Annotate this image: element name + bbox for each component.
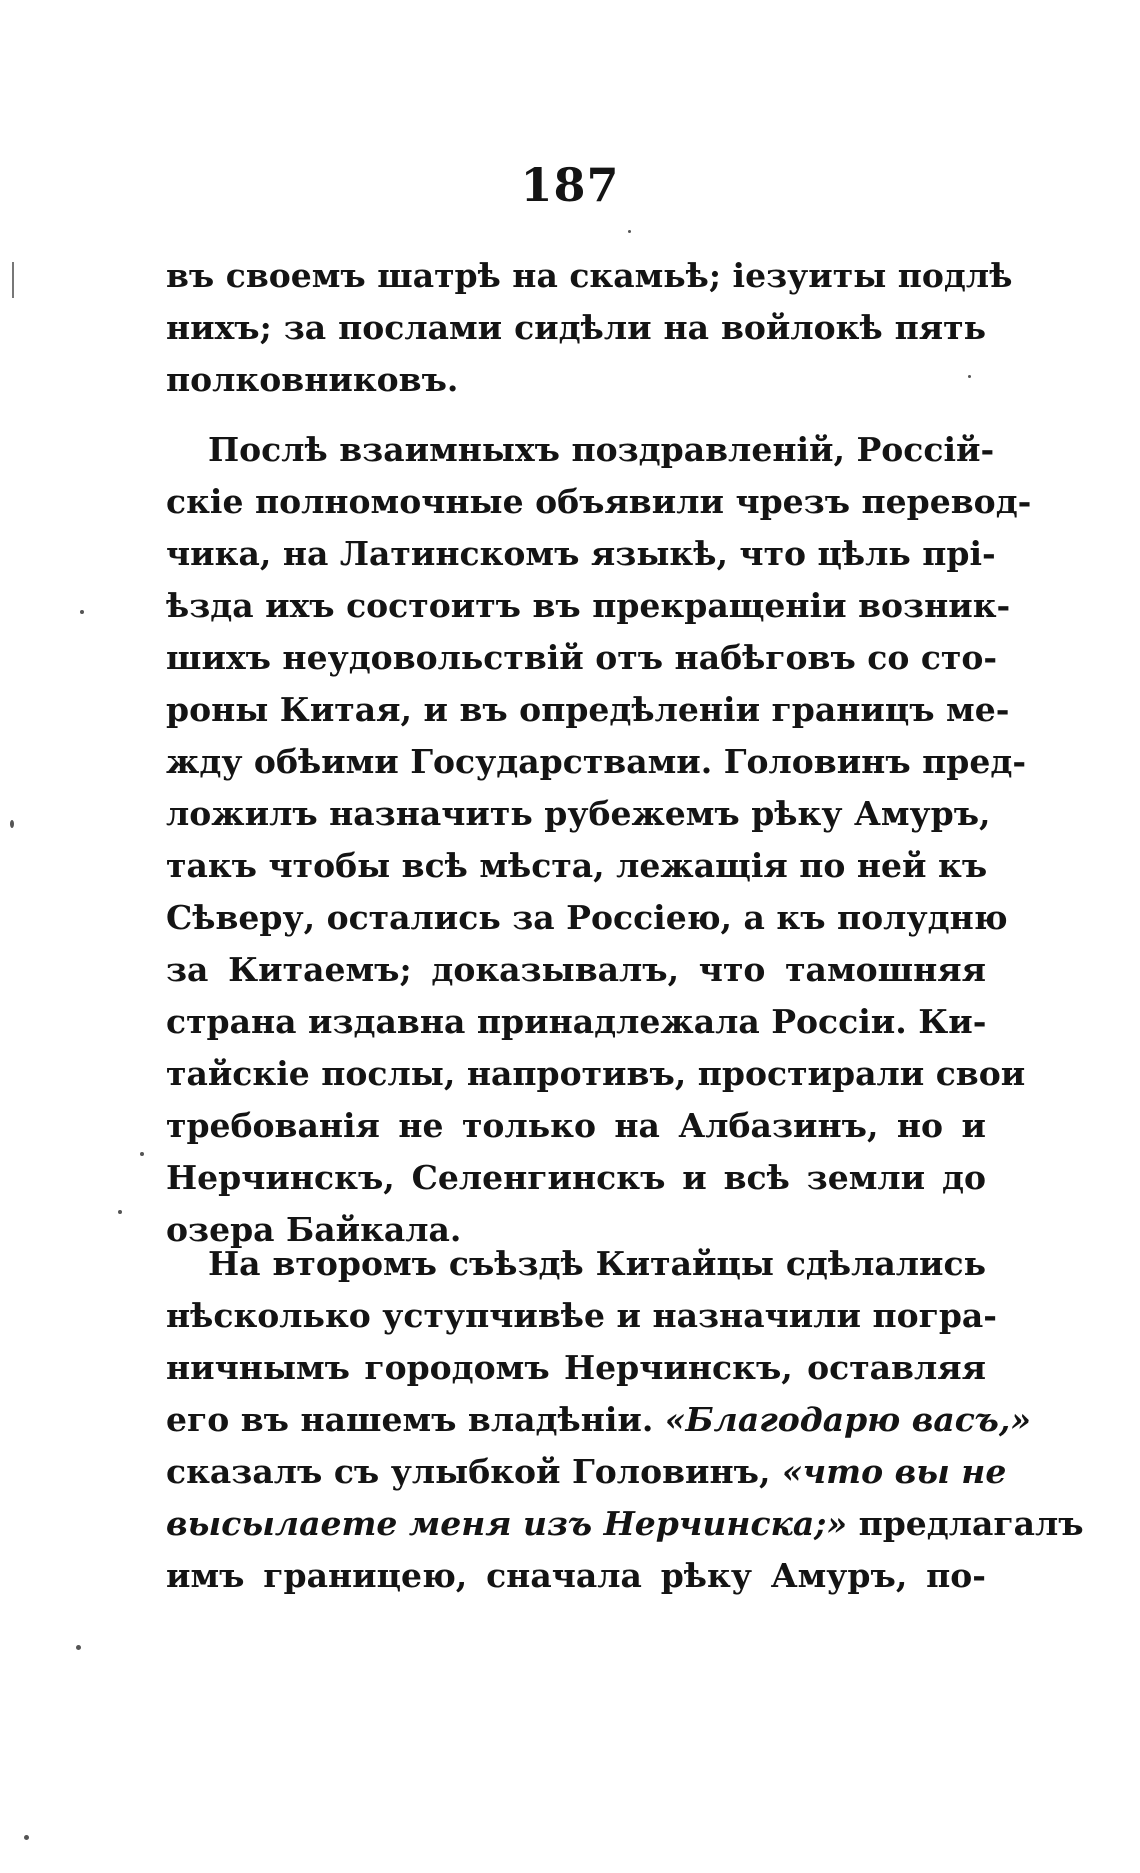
quoted-speech: «Благодарю васъ,»: [664, 1400, 1031, 1439]
paragraph-1: [166, 250, 1013, 406]
text-fragment: сказалъ съ улыбкой Головинъ,: [166, 1452, 782, 1491]
text-line: ничнымъ городомъ Нерчинскъ, оставляя: [166, 1348, 986, 1387]
text-line: На второмъ съѣздѣ Китайцы сдѣлались: [208, 1244, 986, 1283]
scan-speck: [628, 230, 631, 233]
scan-speck: [24, 1835, 29, 1840]
text-line: за Китаемъ; доказывалъ, что тамошняя: [166, 950, 986, 989]
paragraph-2: [166, 424, 1032, 1256]
text-line: имъ границею, сначала рѣку Амуръ, по-: [166, 1556, 986, 1595]
scan-speck: [10, 820, 14, 828]
text-line: Послѣ взаимныхъ поздравленій, Россій-: [208, 430, 995, 469]
page-number: 187: [520, 158, 620, 212]
text-line: такъ чтобы всѣ мѣста, лежащія по ней къ: [166, 846, 988, 885]
text-line: скіе полномочные объявили чрезъ перевод-: [166, 482, 1032, 521]
text-line: нихъ; за послами сидѣли на войлокѣ пять: [166, 308, 986, 347]
scan-speck: [140, 1152, 144, 1156]
text-line: шихъ неудовольствій отъ набѣговъ со сто-: [166, 638, 998, 677]
scan-speck: [118, 1210, 122, 1214]
text-line: озера Байкала.: [166, 1210, 462, 1249]
text-line: роны Китая, и въ опредѣленіи границъ ме-: [166, 690, 1010, 729]
text-fragment: его въ нашемъ владѣніи.: [166, 1400, 665, 1439]
text-line: тайскіе послы, напротивъ, простирали свои: [166, 1054, 1026, 1093]
scan-speck: [80, 610, 84, 614]
text-line: нѣсколько уступчивѣе и назначили погра-: [166, 1296, 997, 1335]
text-line: страна издавна принадлежала Россіи. Ки-: [166, 1002, 987, 1041]
text-line: чика, на Латинскомъ языкѣ, что цѣль прі-: [166, 534, 996, 573]
text-line: Нерчинскъ, Селенгинскъ и всѣ земли до: [166, 1158, 986, 1197]
text-line: ѣзда ихъ состоитъ въ прекращеніи возник-: [166, 586, 1011, 625]
paragraph-3: [166, 1238, 1084, 1602]
text-line-with-quote: [166, 1394, 1031, 1446]
text-line: Сѣверу, остались за Россіею, а къ полудню: [166, 898, 1008, 937]
scan-speck: [76, 1645, 81, 1650]
text-fragment: предлагалъ: [847, 1504, 1084, 1543]
text-line: ложилъ назначить рубежемъ рѣку Амуръ,: [166, 794, 991, 833]
margin-mark: [12, 262, 14, 298]
text-line-with-quote: [166, 1446, 1007, 1498]
text-line: въ своемъ шатрѣ на скамьѣ; іезуиты подлѣ: [166, 256, 1013, 295]
text-line-with-quote: [166, 1498, 1084, 1550]
quoted-speech: «что вы не: [781, 1452, 1007, 1491]
text-line: требованія не только на Албазинъ, но и: [166, 1106, 986, 1145]
quoted-speech: высылаете меня изъ Нерчинска;»: [166, 1504, 848, 1543]
text-line: жду обѣими Государствами. Головинъ пред-: [166, 742, 1027, 781]
scan-speck: [968, 375, 971, 378]
text-line: полковниковъ.: [166, 360, 459, 399]
